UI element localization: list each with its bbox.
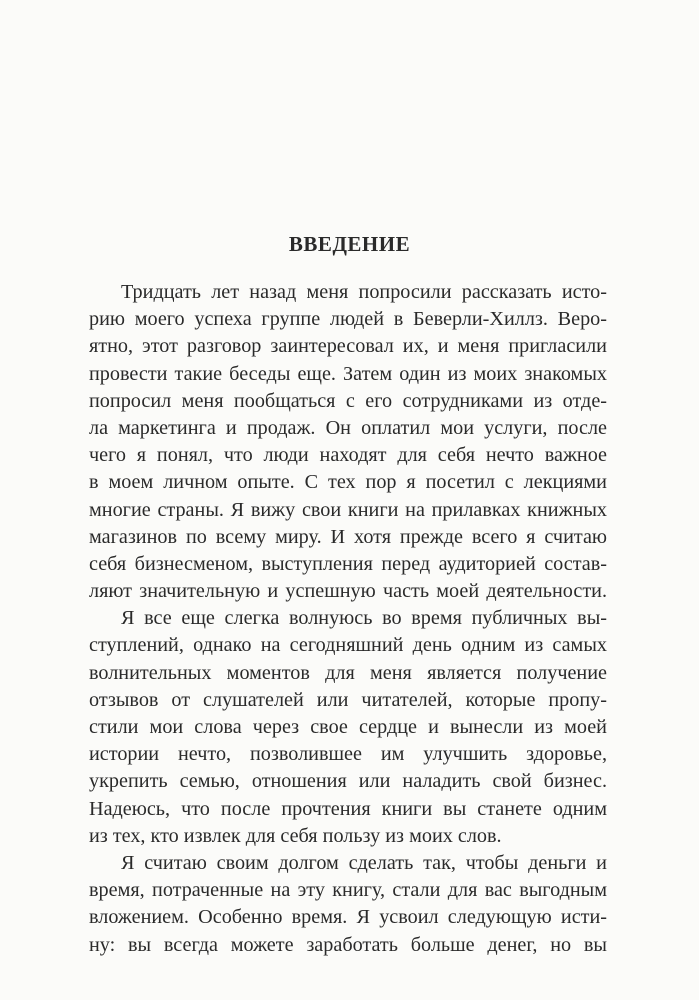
text-line: истории нечто, позволившее им улучшить здоровье, bbox=[89, 743, 607, 766]
text-line: себя бизнесменом, выступления перед аудиторией состав- bbox=[89, 552, 607, 575]
text-line: магазинов по всему миру. И хотя прежде всего я считаю bbox=[89, 525, 607, 548]
text-line: время, потраченные на эту книгу, стали для вас выгодным bbox=[89, 879, 607, 902]
text-line: провести такие беседы еще. Затем один из моих знакомых bbox=[89, 362, 607, 385]
text-line: стили мои слова через свое сердце и вынесли из моей bbox=[89, 716, 607, 738]
text-line: ятно, этот разговор заинтересовал их, и меня пригласили bbox=[89, 335, 607, 358]
text-line: Надеюсь, что после прочтения книги вы станете одним bbox=[89, 797, 607, 820]
body-text bbox=[89, 279, 607, 959]
text-line: ступлений, однако на сегодняшний день одним из самых bbox=[89, 634, 607, 657]
text-line: Тридцать лет назад меня попросили рассказать исто- bbox=[121, 281, 607, 303]
text-line: волнительных моментов для меня является получение bbox=[89, 661, 607, 684]
text-line: попросил меня пообщаться с его сотрудниками из отде- bbox=[89, 389, 607, 412]
text-line: ну: вы всегда можете заработать больше денег, но вы bbox=[89, 933, 607, 956]
text-line: многие страны. Я вижу свои книги на прилавках книжных bbox=[89, 498, 607, 521]
text-line: чего я понял, что люди находят для себя нечто важное bbox=[89, 444, 607, 467]
text-line: в моем личном опыте. С тех пор я посетил с лекциями bbox=[89, 471, 607, 494]
text-line: отзывов от слушателей или читателей, которые пропу- bbox=[89, 688, 607, 711]
text-line: ляют значительную и успешную часть моей деятельности. bbox=[89, 580, 607, 603]
text-line: рию моего успеха группе людей в Беверли-Хиллз. Веро- bbox=[89, 308, 607, 331]
text-line: ла маркетинга и продаж. Он оплатил мои услуги, после bbox=[89, 416, 607, 439]
text-line: из тех, кто извлек для себя пользу из моих слов. bbox=[89, 824, 502, 847]
text-line: укрепить семью, отношения или наладить свой бизнес. bbox=[89, 770, 607, 793]
text-line: Я считаю своим долгом сделать так, чтобы деньги и bbox=[121, 851, 607, 874]
text-line: Я все еще слегка волнуюсь во время публичных вы- bbox=[121, 607, 607, 630]
text-line: вложением. Особенно время. Я усвоил следующую исти- bbox=[89, 906, 607, 929]
chapter-heading: ВВЕДЕНИЕ bbox=[288, 232, 411, 256]
